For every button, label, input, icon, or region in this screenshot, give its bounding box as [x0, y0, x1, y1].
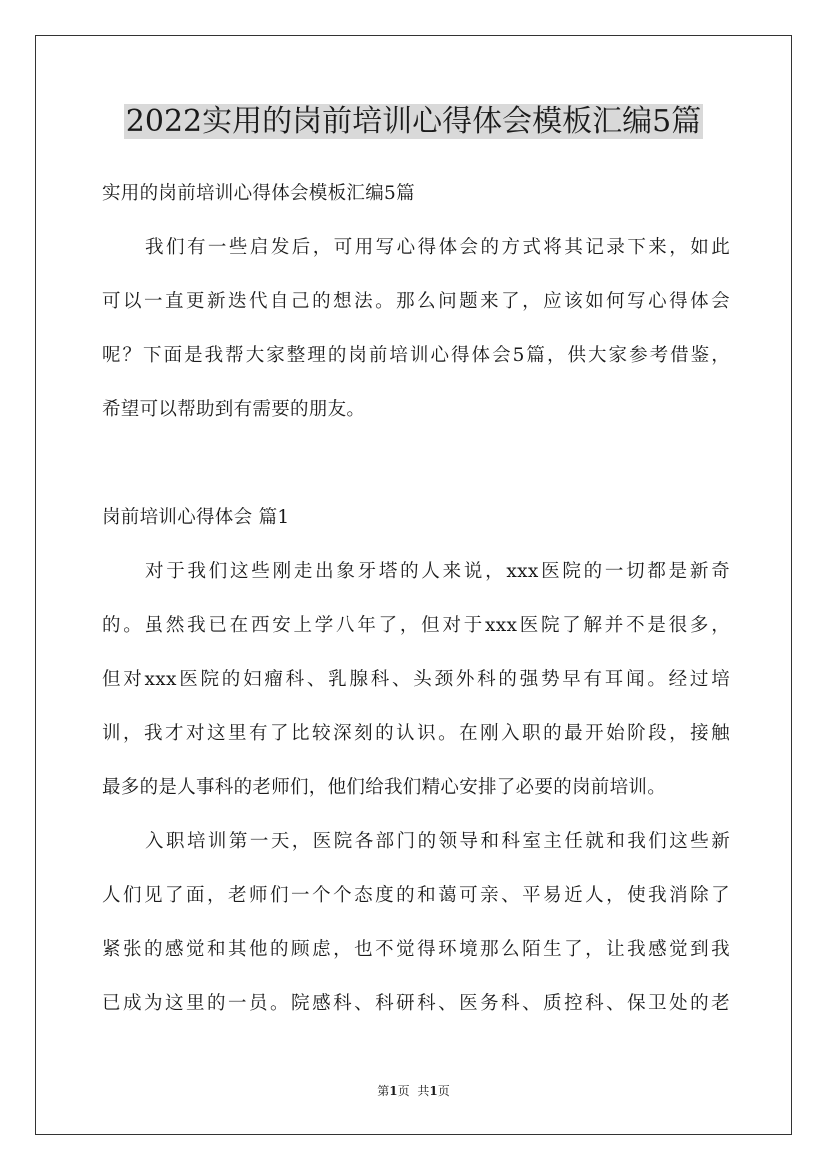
footer-page-number: 1 [389, 1084, 398, 1098]
document-subtitle: 实用的岗前培训心得体会模板汇编5篇 [102, 183, 415, 204]
paragraph1-line-2: 的。虽然我已在西安上学八年了，但对于xxx医院了解并不是很多， [102, 615, 730, 636]
document-title [0, 102, 827, 142]
paragraph1-line-4: 训，我才对这里有了比较深刻的认识。在刚入职的最开始阶段，接触 [102, 723, 730, 744]
intro-line-4: 希望可以帮助到有需要的朋友。 [102, 399, 366, 420]
paragraph2-line-3: 紧张的感觉和其他的顾虑，也不觉得环境那么陌生了，让我感觉到我 [102, 939, 730, 960]
footer-total-suffix: 页 [437, 1084, 450, 1098]
section-heading: 岗前培训心得体会 篇1 [102, 507, 290, 528]
paragraph1-line-5: 最多的是人事科的老师们，他们给我们精心安排了必要的岗前培训。 [102, 777, 667, 798]
document-title-text: 2022实用的岗前培训心得体会模板汇编5篇 [125, 104, 702, 139]
footer-page-prefix: 第 [377, 1084, 390, 1098]
intro-line-2: 可以一直更新迭代自己的想法。那么问题来了，应该如何写心得体会 [102, 291, 730, 312]
page-footer [0, 1083, 827, 1099]
paragraph2-line-2: 人们见了面，老师们一个个态度的和蔼可亲、平易近人，使我消除了 [102, 885, 730, 906]
footer-page-suffix: 页 [397, 1084, 410, 1098]
footer-total-number: 1 [429, 1084, 438, 1098]
paragraph2-line-1: 入职培训第一天，医院各部门的领导和科室主任就和我们这些新 [145, 831, 730, 852]
paragraph1-line-3: 但对xxx医院的妇瘤科、乳腺科、头颈外科的强势早有耳闻。经过培 [102, 669, 730, 690]
intro-line-1: 我们有一些启发后，可用写心得体会的方式将其记录下来，如此 [145, 237, 730, 258]
paragraph1-line-1: 对于我们这些刚走出象牙塔的人来说，xxx医院的一切都是新奇 [145, 561, 730, 582]
footer-total-prefix: 共 [417, 1084, 430, 1098]
intro-line-3: 呢？下面是我帮大家整理的岗前培训心得体会5篇，供大家参考借鉴， [102, 345, 730, 366]
paragraph2-line-4: 已成为这里的一员。院感科、科研科、医务科、质控科、保卫处的老 [102, 993, 730, 1014]
